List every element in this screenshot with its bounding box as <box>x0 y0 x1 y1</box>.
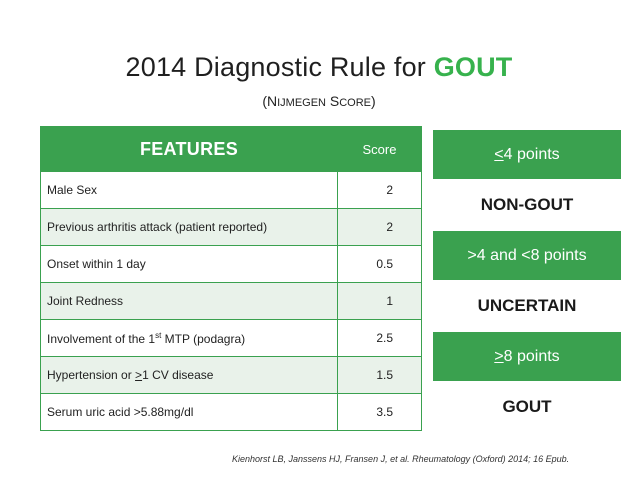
table-header-row <box>41 127 422 172</box>
score-cell: 1.5 <box>338 357 422 394</box>
feature-cell: Joint Redness <box>41 283 338 320</box>
subtitle-space: S <box>326 93 340 109</box>
feature-cell: Previous arthritis attack (patient reported) <box>41 209 338 246</box>
range-mid: >4 and <8 points <box>433 231 621 280</box>
subtitle-close: ) <box>371 93 376 109</box>
range-text: 4 points <box>503 145 560 163</box>
range-high <box>433 332 621 381</box>
subtitle-part1: IJMEGEN <box>277 97 326 109</box>
score-cell: 2.5 <box>338 320 422 357</box>
feature-text: 1 CV disease <box>142 368 214 382</box>
feature-superscript: st <box>155 330 162 340</box>
result-uncertain: UNCERTAIN <box>433 280 621 332</box>
range-symbol: > <box>494 347 504 365</box>
title-main: 2014 Diagnostic Rule for <box>125 52 434 82</box>
citation: Kienhorst LB, Janssens HJ, Fransen J, et al. Rheumatology (Oxford) 2014; 16 Epub. <box>232 454 570 464</box>
table-row <box>41 209 422 246</box>
table-row <box>41 394 422 431</box>
header-score: Score <box>338 127 422 172</box>
feature-cell <box>41 320 338 357</box>
feature-text: Involvement of the 1 <box>47 331 156 346</box>
result-gout: GOUT <box>433 381 621 433</box>
score-cell: 0.5 <box>338 246 422 283</box>
table-row <box>41 283 422 320</box>
feature-underlined: > <box>135 368 143 382</box>
feature-text: Hypertension or <box>47 368 136 382</box>
score-cell: 2 <box>338 209 422 246</box>
table-row <box>41 357 422 394</box>
score-cell: 1 <box>338 283 422 320</box>
feature-text: MTP (podagra) <box>161 331 246 346</box>
page-subtitle <box>0 93 638 109</box>
result-non-gout: NON-GOUT <box>433 179 621 231</box>
table-row <box>41 246 422 283</box>
subtitle-open: (N <box>262 93 278 109</box>
table-row <box>41 320 422 357</box>
score-cell: 2 <box>338 172 422 209</box>
feature-cell: Serum uric acid >5.88mg/dl <box>41 394 338 431</box>
header-features: FEATURES <box>41 127 338 172</box>
score-cell: 3.5 <box>338 394 422 431</box>
table-row <box>41 172 422 209</box>
range-text: 8 points <box>503 347 560 365</box>
title-accent: GOUT <box>433 52 513 82</box>
interpretation-panel <box>433 130 621 433</box>
feature-cell: Male Sex <box>41 172 338 209</box>
range-symbol: < <box>494 145 504 163</box>
subtitle-part2: CORE <box>339 97 372 109</box>
feature-cell: Onset within 1 day <box>41 246 338 283</box>
features-table <box>40 126 422 431</box>
range-low <box>433 130 621 179</box>
feature-cell <box>41 357 338 394</box>
page-title <box>0 52 638 83</box>
